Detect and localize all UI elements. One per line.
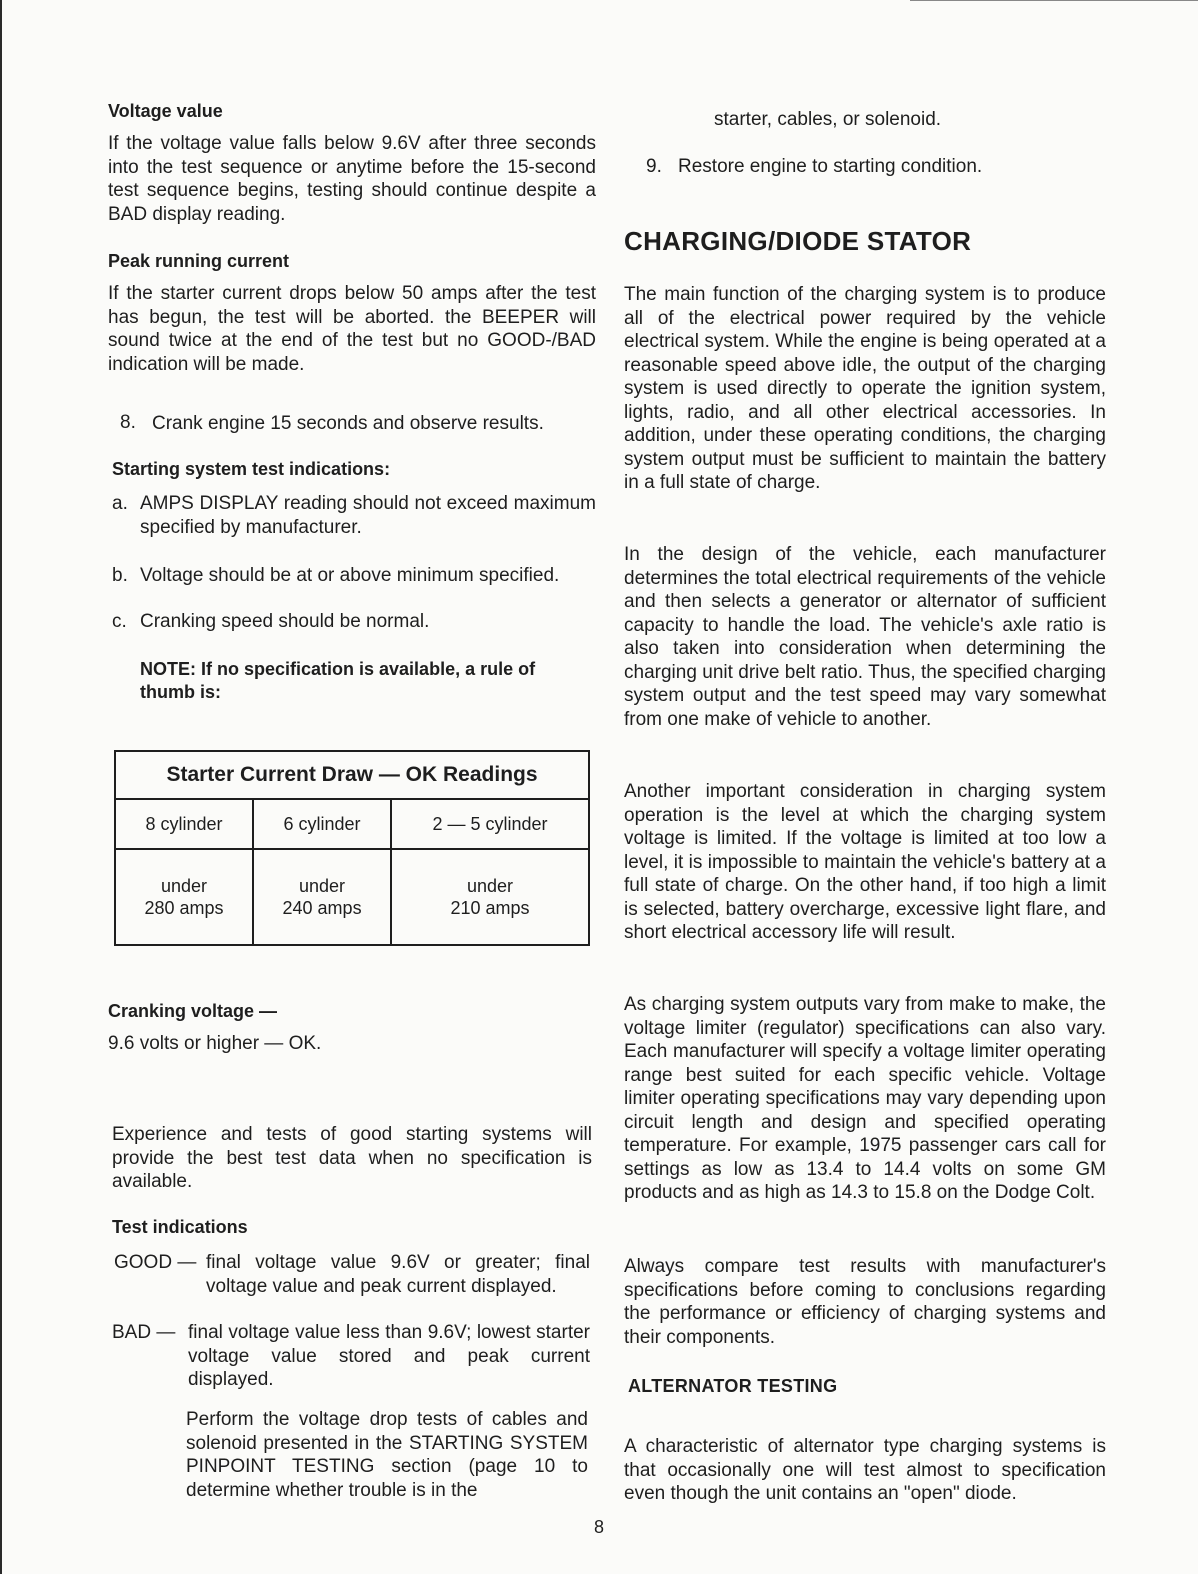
step-8 bbox=[120, 412, 596, 435]
test-indications-heading: Test indications bbox=[112, 1217, 248, 1237]
step-number: 8. bbox=[120, 412, 136, 433]
scan-border bbox=[0, 0, 2, 1574]
voltage-value-heading: Voltage value bbox=[108, 101, 223, 121]
bad-indication: BAD — final voltage value less than 9.6V; lowest starter voltage value stored and peak current displayed. bbox=[112, 1322, 590, 1390]
step-text: Restore engine to starting condition. bbox=[678, 156, 983, 177]
indications-heading: Starting system test indications: bbox=[112, 459, 391, 479]
list-item: c. Cranking speed should be normal. bbox=[112, 611, 430, 632]
table-cell: under 210 amps bbox=[391, 849, 589, 945]
experience-text: Experience and tests of good starting systems will provide the best test data when no specification is available. bbox=[112, 1124, 592, 1192]
voltage-value-text: If the voltage value falls below 9.6V after three seconds into the test sequence or anytime before the 15-second test sequence begins, testing should continue despite a BAD display reading. bbox=[108, 133, 596, 225]
paragraph: In the design of the vehicle, each manufacturer determines the total electrical requirements of the vehicle and then selects a generator or alternator of sufficient capacity to handle the load. The vehicle's axle ratio is also taken into consideration when determining the charging unit drive belt ratio. Thus, the specified charging system output and the test speed may vary somewhat from one make of vehicle to another. bbox=[624, 544, 1106, 730]
voltage-value-section bbox=[108, 100, 596, 226]
peak-running-text: If the starter current drops below 50 amps after the test has begun, the test will be aborted. the BEEPER will sound twice at the end of the test but no GOOD-/BAD indication will be made. bbox=[108, 283, 596, 375]
list-item: a. AMPS DISPLAY reading should not exceed maximum specified by manufacturer. bbox=[112, 493, 596, 538]
step-number: 9. bbox=[646, 156, 662, 177]
perform-text: Perform the voltage drop tests of cables and solenoid presented in the STARTING SYSTEM PINPOINT TESTING section (page 10 to determine whether trouble is in the bbox=[186, 1409, 588, 1501]
table-title: Starter Current Draw — OK Readings bbox=[115, 751, 589, 799]
note: NOTE: If no specification is available, a rule of thumb is: bbox=[140, 659, 536, 702]
table-header: 2 — 5 cylinder bbox=[391, 799, 589, 849]
paragraph: Another important consideration in charging system operation is the level at which the charging system voltage is limited. If the voltage is limited at too low a level, it is impossible to maintain the vehicle's battery at a full state of charge. On the other hand, if too high a limit is selected, battery overcharge, excessive light flare, and short electrical accessory life will result. bbox=[624, 781, 1106, 943]
table-cell: under 240 amps bbox=[253, 849, 391, 945]
cranking-heading: Cranking voltage — bbox=[108, 1001, 278, 1021]
starter-current-table bbox=[114, 750, 590, 946]
scan-border-top bbox=[910, 0, 1198, 1]
cranking-text: 9.6 volts or higher — OK. bbox=[108, 1033, 322, 1054]
alternator-heading: ALTERNATOR TESTING bbox=[628, 1376, 838, 1396]
table-header: 6 cylinder bbox=[253, 799, 391, 849]
paragraph: The main function of the charging system is to produce all of the electrical power required by the vehicle electrical system. While the engine is being operated at a reasonable speed above idle, the output of the charging system is used directly to operate the ignition system, lights, radio, and all other electrical accessories. In addition, under these operating conditions, the charging system output must be sufficient to maintain the battery in a full state of charge. bbox=[624, 284, 1106, 493]
peak-running-section bbox=[108, 250, 596, 376]
step-9 bbox=[646, 155, 1106, 179]
list-item: b. Voltage should be at or above minimum specified. bbox=[112, 565, 560, 586]
page-number: 8 bbox=[593, 1517, 604, 1537]
step-text: Crank engine 15 seconds and observe results. bbox=[152, 413, 544, 434]
paragraph: As charging system outputs vary from make to make, the voltage limiter (regulator) specifications can also vary. Each manufacturer will specify a voltage limiter operating range best suited for each specific vehicle. Voltage limiter operating specifications may vary depending upon circuit length and design and specified operating temperature. For example, 1975 passenger cars call for settings as low as 13.4 to 14.4 volts on some GM products and as high as 14.3 to 15.8 on the Dodge Colt. bbox=[624, 994, 1106, 1203]
table-header: 8 cylinder bbox=[115, 799, 253, 849]
continued-text: starter, cables, or solenoid. bbox=[714, 109, 942, 130]
table-cell: under 280 amps bbox=[115, 849, 253, 945]
paragraph: Always compare test results with manufacturer's specifications before coming to conclusions regarding the performance or efficiency of charging systems and their components. bbox=[624, 1256, 1106, 1348]
charging-heading: CHARGING/DIODE STATOR bbox=[624, 226, 972, 256]
alternator-text: A characteristic of alternator type charging systems is that occasionally one will test almost to specification even though the unit contains an "open" diode. bbox=[624, 1436, 1106, 1504]
good-indication: GOOD — final voltage value 9.6V or greater; final voltage value and peak current displayed. bbox=[114, 1252, 590, 1297]
peak-running-heading: Peak running current bbox=[108, 251, 290, 271]
